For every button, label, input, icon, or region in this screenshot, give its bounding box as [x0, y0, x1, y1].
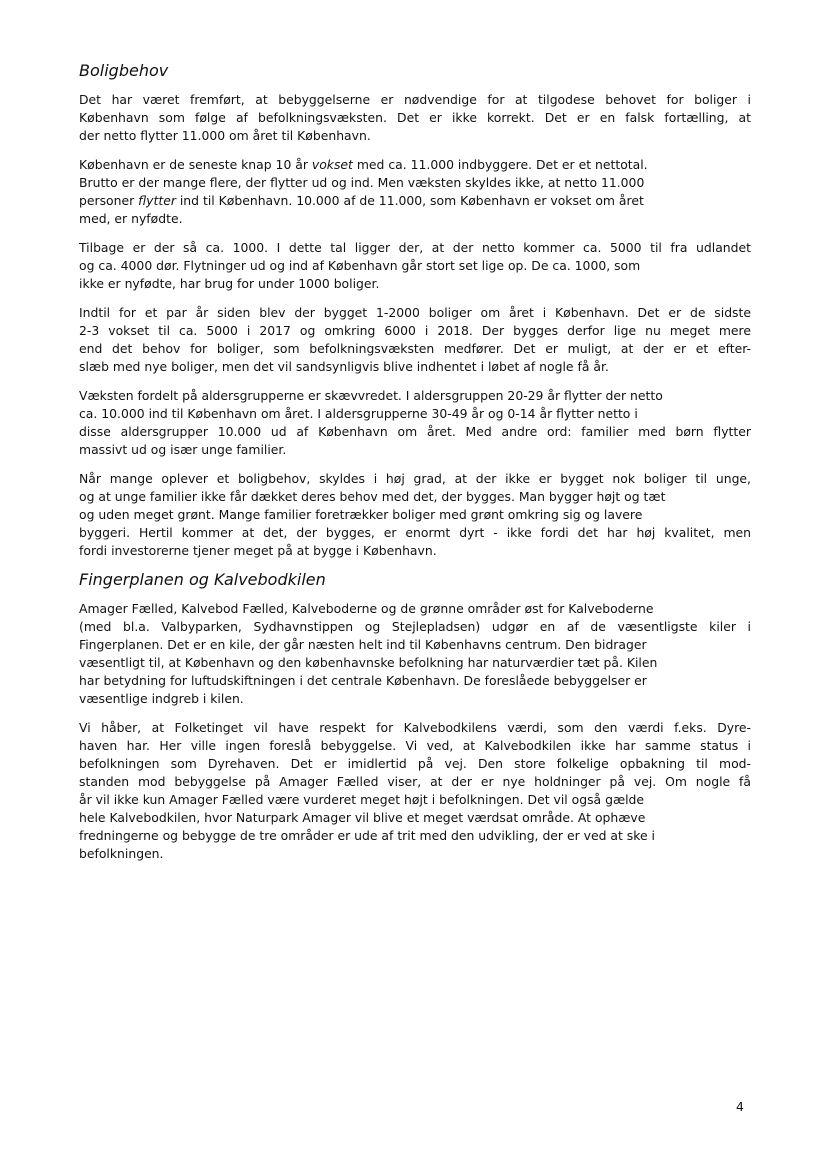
section-heading-fingerplanen: Fingerplanen og Kalvebodkilen — [79, 570, 326, 589]
paragraph — [79, 600, 751, 708]
text-line: og uden meget grønt. Mange familier foretrækker boliger med grønt omkring sig og lavere — [79, 507, 643, 522]
text-line: end det behov for boliger, som befolkningsvæksten medfører. Det er muligt, at der er et efter- — [79, 341, 751, 356]
text-line — [79, 192, 751, 210]
paragraph — [79, 156, 751, 228]
text-line: år vil ikke kun Amager Fælled være vurderet meget højt i befolkningen. Det vil også gælde — [79, 792, 645, 807]
text-line: Tilbage er der så ca. 1000. I dette tal ligger der, at der netto kommer ca. 5000 til fra udlandet — [79, 240, 751, 255]
text-line: Væksten fordelt på aldersgrupperne er skævvredet. I aldersgruppen 20-29 år flytter der netto — [79, 388, 663, 403]
text-line: fredningerne og bebygge de tre områder er ude af trit med den udvikling, der er ved at ske i — [79, 828, 655, 843]
text-line: ca. 10.000 ind til København om året. I aldersgrupperne 30-49 år og 0-14 år flytter netto i — [79, 406, 638, 421]
paragraph — [79, 387, 751, 459]
text-line: København som følge af befolkningsvæksten. Det er ikke korrekt. Det er en falsk fortælling, at — [79, 110, 751, 125]
text-line: slæb med nye boliger, men det vil sandsynligvis blive indhentet i løbet af nogle få år. — [79, 359, 609, 374]
text-line: disse aldersgrupper 10.000 ud af København om året. Med andre ord: familier med børn flytter — [79, 424, 751, 439]
emphasized-word: vokset — [311, 157, 353, 172]
text-segment: København er de seneste knap 10 år — [79, 157, 312, 172]
text-line: befolkningen som Dyrehaven. Det er imidlertid på vej. Den store folkelige opbakning til mod- — [79, 756, 751, 771]
section-heading-boligbehov: Boligbehov — [79, 61, 169, 80]
text-line — [79, 156, 751, 174]
text-line: Indtil for et par år siden blev der bygget 1-2000 boliger om året i København. Det er de sidste — [79, 305, 751, 320]
text-segment: personer — [79, 193, 139, 208]
paragraph — [79, 91, 751, 145]
text-line: haven har. Her ville ingen foreslå bebyggelse. Vi ved, at Kalvebodkilen ikke har samme status i — [79, 738, 751, 753]
paragraph — [79, 719, 751, 863]
text-line: Vi håber, at Folketinget vil have respekt for Kalvebodkilens værdi, som den værdi f.eks. Dyre- — [79, 720, 751, 735]
text-line: befolkningen. — [79, 846, 164, 861]
text-line: der netto flytter 11.000 om året til København. — [79, 128, 371, 143]
emphasized-word: flytter — [138, 193, 176, 208]
text-segment: med, er nyfødte. — [79, 211, 183, 226]
document-page — [79, 0, 751, 1169]
text-line: standen mod bebyggelse på Amager Fælled viser, at der er nye holdninger på vej. Om nogle få — [79, 774, 751, 789]
text-line: hele Kalvebodkilen, hvor Naturpark Amager vil blive et meget værdsat område. At ophæve — [79, 810, 646, 825]
text-line — [79, 210, 751, 228]
text-line: byggeri. Hertil kommer at det, der bygges, er enormt dyrt - ikke fordi det har høj kvalitet, men — [79, 525, 751, 540]
text-line: massivt ud og især unge familier. — [79, 442, 287, 457]
text-segment: med ca. 11.000 indbyggere. Det er et nettotal. — [352, 157, 648, 172]
text-line: væsentlige indgreb i kilen. — [79, 691, 244, 706]
text-line: væsentligt til, at København og den københavnske befolkning har naturværdier tæt på. Kilen — [79, 655, 658, 670]
text-line: 2-3 vokset til ca. 5000 i 2017 og omkring 6000 i 2018. Der bygges derfor lige nu meget mere — [79, 323, 751, 338]
text-line: har betydning for luftudskiftningen i det centrale København. De foreslåede bebyggelser er — [79, 673, 647, 688]
text-segment: ind til København. 10.000 af de 11.000, som København er vokset om året — [175, 193, 644, 208]
text-line: Det har været fremført, at bebyggelserne er nødvendige for at tilgodese behovet for boliger i — [79, 92, 751, 107]
text-line: og ca. 4000 dør. Flytninger ud og ind af København går stort set lige op. De ca. 1000, som — [79, 258, 641, 273]
page-number: 4 — [736, 1099, 744, 1114]
paragraph — [79, 239, 751, 293]
text-segment: Brutto er der mange flere, der flytter ud og ind. Men væksten skyldes ikke, at netto 11.000 — [79, 175, 645, 190]
paragraph — [79, 470, 751, 560]
text-line: Amager Fælled, Kalvebod Fælled, Kalveboderne og de grønne områder øst for Kalveboderne — [79, 601, 654, 616]
text-line: fordi investorerne tjener meget på at bygge i København. — [79, 543, 437, 558]
text-line: Fingerplanen. Det er en kile, der går næsten helt ind til Københavns centrum. Den bidrager — [79, 637, 647, 652]
section-body-fingerplanen — [79, 600, 751, 874]
text-line: Når mange oplever et boligbehov, skyldes i høj grad, at der ikke er bygget nok boliger til unge, — [79, 471, 751, 486]
section-body-boligbehov — [79, 91, 751, 571]
text-line: og at unge familier ikke får dækket deres behov med det, der bygges. Man bygger højt og tæt — [79, 489, 666, 504]
text-line: (med bl.a. Valbyparken, Sydhavnstippen og Stejlepladsen) udgør en af de væsentligste kiler i — [79, 619, 751, 634]
paragraph — [79, 304, 751, 376]
text-line: ikke er nyfødte, har brug for under 1000 boliger. — [79, 276, 380, 291]
text-line — [79, 174, 751, 192]
